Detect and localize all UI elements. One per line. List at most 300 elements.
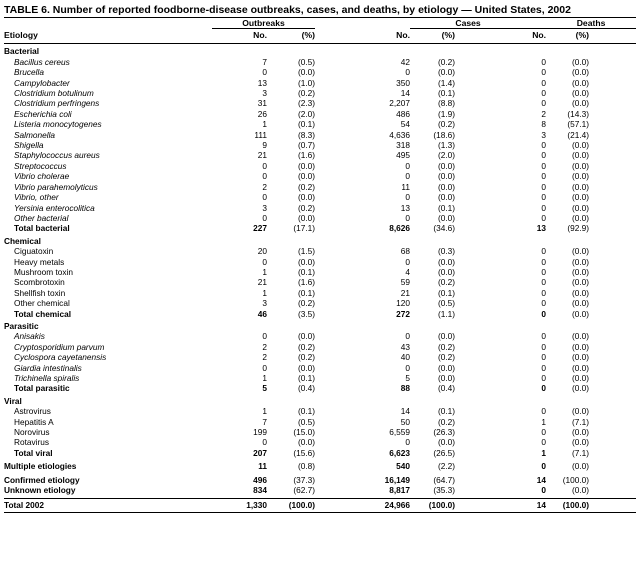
grand-total-row (4, 499, 636, 512)
table-row (4, 331, 636, 341)
section-title: Parasitic (4, 320, 39, 331)
outbreaks-pct: (0.2) (297, 88, 316, 99)
deaths-no: 0 (541, 56, 547, 67)
deaths-pct: (0.0) (571, 212, 590, 223)
cases-no: 0 (405, 212, 411, 223)
cases-pct: (1.9) (437, 108, 456, 119)
outbreaks-pct: (2.0) (297, 108, 316, 119)
outbreaks-pct: (0.1) (297, 119, 316, 130)
deaths-no: 0 (541, 266, 547, 277)
cases-no: 16,149 (384, 474, 411, 485)
etiology-label: Total viral (14, 447, 53, 458)
etiology-label: Total chemical (14, 308, 72, 319)
cases-pct: (8.8) (437, 98, 456, 109)
etiology-header: Etiology (4, 30, 38, 41)
deaths-no: 0 (541, 485, 547, 496)
etiology-label: Cryptosporidium parvum (14, 341, 105, 352)
table-row (4, 267, 636, 277)
deaths-no: 0 (541, 98, 547, 109)
outbreaks-pct: (0.0) (297, 171, 316, 182)
deaths-no: 0 (541, 181, 547, 192)
outbreaks-pct: (3.5) (297, 308, 316, 319)
unknown-etiology-row (4, 485, 636, 495)
deaths-pct: (0.0) (571, 266, 590, 277)
outbreaks-pct: (0.2) (297, 341, 316, 352)
cases-no: 21 (400, 287, 411, 298)
etiology-label: Vibrio parahemolyticus (14, 181, 98, 192)
deaths-pct-header: (%) (575, 30, 590, 41)
deaths-pct: (7.1) (571, 447, 590, 458)
cases-pct: (26.3) (433, 427, 456, 438)
deaths-no: 0 (541, 331, 547, 342)
deaths-no: 14 (536, 474, 547, 485)
section-total-row (4, 383, 636, 393)
etiology-label: Confirmed etiology (4, 474, 80, 485)
cases-pct: (0.1) (437, 406, 456, 417)
deaths-no: 0 (541, 406, 547, 417)
cases-pct: (0.0) (437, 160, 456, 171)
cases-no: 40 (400, 352, 411, 363)
outbreaks-pct: (0.1) (297, 266, 316, 277)
deaths-no: 0 (541, 287, 547, 298)
section-header-row (4, 44, 636, 57)
outbreaks-pct: (0.1) (297, 373, 316, 383)
deaths-no: 0 (541, 277, 547, 288)
cases-no: 5 (405, 373, 411, 383)
outbreaks-no: 0 (262, 192, 267, 203)
cases-no: 0 (405, 171, 411, 182)
outbreaks-header: Outbreaks (212, 18, 315, 29)
etiology-label: Shigella (14, 140, 44, 151)
outbreaks-no: 1 (262, 406, 267, 417)
deaths-pct: (0.0) (571, 406, 590, 417)
deaths-no: 0 (541, 160, 547, 171)
deaths-no: 14 (455, 499, 546, 512)
table-row (4, 182, 636, 192)
etiology-label: Yersinia enterocolitica (14, 202, 95, 213)
deaths-pct: (0.0) (571, 171, 590, 182)
etiology-label: Vibrio, other (14, 192, 59, 203)
deaths-no: 0 (541, 427, 547, 438)
outbreaks-pct: (0.0) (297, 256, 316, 267)
outbreaks-no: 21 (257, 150, 267, 161)
deaths-no: 0 (541, 77, 547, 88)
cases-no: 24,966 (315, 499, 410, 512)
deaths-pct: (100.0) (562, 474, 590, 485)
outbreaks-no: 46 (257, 308, 267, 319)
cases-no: 0 (405, 437, 411, 448)
outbreaks-pct: (0.2) (297, 202, 316, 213)
deaths-no: 0 (541, 88, 547, 99)
etiology-label: Hepatitis A (14, 416, 54, 427)
section-total-row (4, 309, 636, 319)
cases-pct: (35.3) (433, 485, 456, 496)
cases-pct: (0.0) (437, 362, 456, 373)
cases-no-header: No. (396, 30, 411, 41)
outbreaks-no: 2 (262, 341, 267, 352)
table-row (4, 161, 636, 171)
multiple-etiologies-row (4, 461, 636, 471)
outbreaks-no: 0 (262, 331, 267, 342)
cases-pct: (34.6) (433, 223, 456, 234)
deaths-pct: (0.0) (571, 362, 590, 373)
outbreaks-pct: (0.1) (297, 287, 316, 298)
etiology-label: Norovirus (14, 427, 50, 438)
cases-pct: (0.0) (437, 256, 456, 267)
etiology-label: Escherichia coli (14, 108, 72, 119)
etiology-label: Salmonella (14, 129, 56, 140)
table-row (4, 373, 636, 383)
etiology-label: Bacillus cereus (14, 56, 70, 67)
cases-no: 318 (396, 140, 411, 151)
outbreaks-pct: (0.4) (297, 383, 316, 394)
outbreaks-pct: (0.8) (297, 461, 316, 472)
cases-pct: (0.3) (437, 246, 456, 257)
section-total-row (4, 448, 636, 458)
cases-no: 120 (396, 298, 411, 309)
etiology-label: Heavy metals (14, 256, 65, 267)
etiology-label: Brucella (14, 67, 44, 78)
deaths-pct: (0.0) (571, 485, 590, 496)
outbreaks-no: 13 (257, 77, 267, 88)
cases-header: Cases (410, 18, 546, 29)
deaths-pct: (0.0) (571, 308, 590, 319)
deaths-no: 1 (541, 447, 547, 458)
outbreaks-no: 199 (253, 427, 267, 438)
etiology-label: Astrovirus (14, 406, 51, 417)
cases-pct: (0.0) (437, 67, 456, 78)
deaths-pct: (0.0) (571, 98, 590, 109)
cases-pct: (18.6) (433, 129, 456, 140)
outbreaks-pct: (15.6) (293, 447, 316, 458)
cases-no: 0 (405, 362, 411, 373)
section-title: Viral (4, 395, 22, 406)
cases-pct: (0.4) (437, 383, 456, 394)
outbreaks-no: 111 (254, 129, 267, 140)
section-title: Chemical (4, 235, 41, 246)
outbreaks-pct: (0.0) (297, 160, 316, 171)
deaths-no: 0 (541, 192, 547, 203)
outbreaks-pct: (0.2) (297, 298, 316, 309)
outbreaks-no: 0 (262, 256, 267, 267)
deaths-no: 0 (541, 373, 547, 383)
outbreaks-no: 3 (262, 88, 267, 99)
deaths-no: 0 (541, 246, 547, 257)
cases-no: 42 (400, 56, 411, 67)
cases-pct: (0.2) (437, 341, 456, 352)
column-header-row (4, 29, 636, 41)
deaths-pct: (0.0) (571, 181, 590, 192)
cases-no: 272 (396, 308, 411, 319)
table-row (4, 277, 636, 287)
deaths-no: 0 (541, 362, 547, 373)
etiology-label: Campylobacter (14, 77, 70, 88)
section-title: Bacterial (4, 46, 40, 57)
etiology-label: Listeria monocytogenes (14, 119, 102, 130)
etiology-label: Rotavirus (14, 437, 50, 448)
etiology-label: Giardia intestinalis (14, 362, 82, 373)
table-row (4, 88, 636, 98)
table-row (4, 140, 636, 150)
table-row (4, 119, 636, 129)
outbreaks-pct: (15.0) (293, 427, 316, 438)
deaths-pct: (7.1) (571, 416, 590, 427)
table-row (4, 78, 636, 88)
deaths-no: 0 (541, 437, 547, 448)
outbreaks-no: 0 (262, 362, 267, 373)
outbreaks-pct: (2.3) (297, 98, 316, 109)
cases-pct: (0.0) (437, 181, 456, 192)
cases-no: 50 (400, 416, 411, 427)
outbreaks-pct: (0.0) (297, 67, 316, 78)
table-row (4, 130, 636, 140)
etiology-table (4, 18, 636, 511)
outbreaks-pct: (62.7) (293, 485, 316, 496)
outbreaks-no: 31 (257, 98, 267, 109)
deaths-pct: (0.0) (571, 88, 590, 99)
outbreaks-pct: (37.3) (293, 474, 316, 485)
etiology-label: Multiple etiologies (4, 461, 77, 472)
outbreaks-no: 1 (262, 119, 267, 130)
table-row (4, 109, 636, 119)
outbreaks-pct: (0.2) (297, 352, 316, 363)
etiology-label: Trichinella spiralis (14, 373, 80, 383)
cases-pct: (0.0) (437, 212, 456, 223)
table-row (4, 437, 636, 447)
outbreaks-no: 1 (262, 373, 267, 383)
etiology-label: Other chemical (14, 298, 70, 309)
cases-pct: (0.0) (437, 373, 456, 383)
cases-no: 59 (400, 277, 411, 288)
table-row (4, 342, 636, 352)
cases-pct: (0.0) (437, 437, 456, 448)
deaths-no: 3 (541, 129, 547, 140)
deaths-pct: (0.0) (571, 341, 590, 352)
deaths-pct: (0.0) (571, 373, 590, 383)
cases-pct: (0.2) (437, 416, 456, 427)
cases-pct: (1.3) (437, 140, 456, 151)
outbreaks-no: 0 (262, 212, 267, 223)
deaths-no: 0 (541, 150, 547, 161)
cases-pct: (0.0) (437, 192, 456, 203)
deaths-pct: (100.0) (546, 499, 589, 512)
outbreaks-pct: (0.0) (297, 437, 316, 448)
table-row (4, 246, 636, 256)
deaths-no: 0 (541, 202, 547, 213)
deaths-pct: (0.0) (571, 256, 590, 267)
table-row (4, 352, 636, 362)
etiology-label: Shellfish toxin (14, 287, 66, 298)
deaths-pct: (0.0) (571, 277, 590, 288)
outbreaks-no: 1 (262, 266, 267, 277)
section-total-row (4, 223, 636, 233)
deaths-no: 0 (541, 383, 547, 394)
cases-pct: (0.2) (437, 277, 456, 288)
outbreaks-no: 3 (262, 202, 267, 213)
outbreaks-no: 1 (262, 287, 267, 298)
deaths-no: 1 (541, 416, 547, 427)
cases-pct: (0.2) (437, 352, 456, 363)
deaths-pct: (0.0) (571, 246, 590, 257)
cases-pct: (1.4) (437, 77, 456, 88)
deaths-pct: (92.9) (567, 223, 590, 234)
deaths-pct: (0.0) (571, 331, 590, 342)
table-row (4, 298, 636, 308)
deaths-pct: (21.4) (567, 129, 590, 140)
outbreaks-no: 26 (257, 108, 267, 119)
deaths-pct: (57.1) (567, 119, 590, 130)
cases-pct-header: (%) (441, 30, 456, 41)
cases-pct: (0.0) (437, 266, 456, 277)
table-row (4, 288, 636, 298)
outbreaks-pct: (8.3) (297, 129, 316, 140)
deaths-pct: (0.0) (571, 140, 590, 151)
outbreaks-pct: (0.2) (297, 181, 316, 192)
table-row (4, 406, 636, 416)
table-row (4, 171, 636, 181)
deaths-pct: (0.0) (571, 352, 590, 363)
etiology-label: Ciguatoxin (14, 246, 54, 257)
cases-pct: (0.0) (437, 331, 456, 342)
outbreaks-no: 7 (262, 416, 267, 427)
outbreaks-pct: (0.5) (297, 56, 316, 67)
cases-no: 0 (405, 256, 411, 267)
outbreaks-pct: (0.0) (297, 362, 316, 373)
confirmed-etiology-row (4, 475, 636, 485)
etiology-label: Vibrio cholerae (14, 171, 70, 182)
cases-pct: (0.0) (437, 171, 456, 182)
cases-no: 495 (396, 150, 411, 161)
cases-no: 350 (396, 77, 411, 88)
bottom-rule (4, 512, 636, 513)
etiology-label: Staphylococcus aureus (14, 150, 100, 161)
cases-no: 2,207 (389, 98, 411, 109)
cases-pct: (1.1) (437, 308, 456, 319)
etiology-label: Total bacterial (14, 223, 70, 234)
cases-no: 486 (396, 108, 411, 119)
deaths-no-header: No. (532, 30, 547, 41)
deaths-pct: (0.0) (571, 427, 590, 438)
cases-no: 88 (400, 383, 411, 394)
outbreaks-pct: (0.7) (297, 140, 316, 151)
outbreaks-pct: (17.1) (293, 223, 316, 234)
deaths-no: 0 (541, 67, 547, 78)
cases-no: 0 (405, 160, 411, 171)
section-header-row (4, 394, 636, 406)
outbreaks-pct: (1.6) (297, 277, 316, 288)
outbreaks-no: 0 (262, 437, 267, 448)
section-header-row (4, 234, 636, 246)
outbreaks-no: 20 (257, 246, 267, 257)
deaths-no: 0 (541, 341, 547, 352)
outbreaks-no: 496 (253, 474, 267, 485)
cases-pct: (64.7) (433, 474, 456, 485)
cases-pct: (0.2) (437, 56, 456, 67)
etiology-label: Cyclospora cayetanensis (14, 352, 107, 363)
deaths-pct: (0.0) (571, 160, 590, 171)
cases-pct: (0.1) (437, 287, 456, 298)
deaths-no: 0 (541, 140, 547, 151)
deaths-pct: (0.0) (571, 287, 590, 298)
cases-pct: (0.1) (437, 202, 456, 213)
deaths-pct: (0.0) (571, 202, 590, 213)
outbreaks-no: 0 (262, 171, 267, 182)
cases-pct: (2.0) (437, 150, 456, 161)
outbreaks-no: 9 (262, 140, 267, 151)
outbreaks-pct: (1.0) (297, 77, 316, 88)
deaths-pct: (0.0) (571, 150, 590, 161)
cases-no: 540 (396, 461, 411, 472)
deaths-no: 2 (541, 108, 547, 119)
etiology-label: Unknown etiology (4, 485, 76, 496)
deaths-no: 0 (541, 352, 547, 363)
deaths-pct: (0.0) (571, 77, 590, 88)
cases-no: 14 (400, 88, 411, 99)
etiology-label: Other bacterial (14, 212, 69, 223)
deaths-pct: (0.0) (571, 192, 590, 203)
cases-no: 54 (400, 119, 411, 130)
etiology-label: Total parasitic (14, 383, 70, 394)
cases-no: 8,817 (389, 485, 411, 496)
cases-no: 11 (401, 181, 411, 192)
deaths-no: 0 (541, 461, 547, 472)
table-row (4, 257, 636, 267)
table-row (4, 213, 636, 223)
deaths-no: 0 (541, 256, 547, 267)
table-row (4, 98, 636, 108)
deaths-header: Deaths (546, 18, 636, 29)
section-header-row (4, 319, 636, 331)
deaths-pct: (0.0) (571, 298, 590, 309)
deaths-pct: (0.0) (571, 67, 590, 78)
cases-no: 14 (400, 406, 411, 417)
table-row (4, 67, 636, 77)
outbreaks-no: 2 (262, 181, 267, 192)
cases-no: 43 (400, 341, 411, 352)
deaths-pct: (0.0) (571, 56, 590, 67)
table-page (4, 0, 636, 513)
outbreaks-no: 834 (253, 485, 267, 496)
etiology-label: Clostridium botulinum (14, 88, 94, 99)
cases-no: 13 (400, 202, 411, 213)
cases-no: 0 (405, 192, 411, 203)
outbreaks-pct-header: (%) (301, 30, 316, 41)
deaths-no: 8 (541, 119, 547, 130)
cases-pct: (100.0) (410, 499, 455, 512)
deaths-no: 0 (541, 298, 547, 309)
table-row (4, 57, 636, 67)
outbreaks-no-header: No. (253, 30, 267, 41)
table-title: TABLE 6. Number of reported foodborne-disease outbreaks, cases, and deaths, by etiology — United States, 2002 (4, 4, 571, 16)
cases-pct: (26.5) (433, 447, 456, 458)
cases-pct: (0.2) (437, 119, 456, 130)
etiology-label: Clostridium perfringens (14, 98, 100, 109)
deaths-no: 0 (541, 171, 547, 182)
etiology-label: Total 2002 (4, 499, 212, 512)
deaths-pct: (0.0) (571, 383, 590, 394)
deaths-no: 0 (541, 308, 547, 319)
table-row (4, 417, 636, 427)
outbreaks-no: 5 (262, 383, 267, 394)
outbreaks-pct: (0.0) (297, 212, 316, 223)
cases-no: 4,636 (389, 129, 411, 140)
cases-no: 0 (405, 331, 411, 342)
outbreaks-pct: (0.0) (297, 331, 316, 342)
table-row (4, 427, 636, 437)
outbreaks-no: 11 (258, 461, 267, 472)
deaths-no: 13 (536, 223, 547, 234)
cases-no: 4 (405, 266, 411, 277)
